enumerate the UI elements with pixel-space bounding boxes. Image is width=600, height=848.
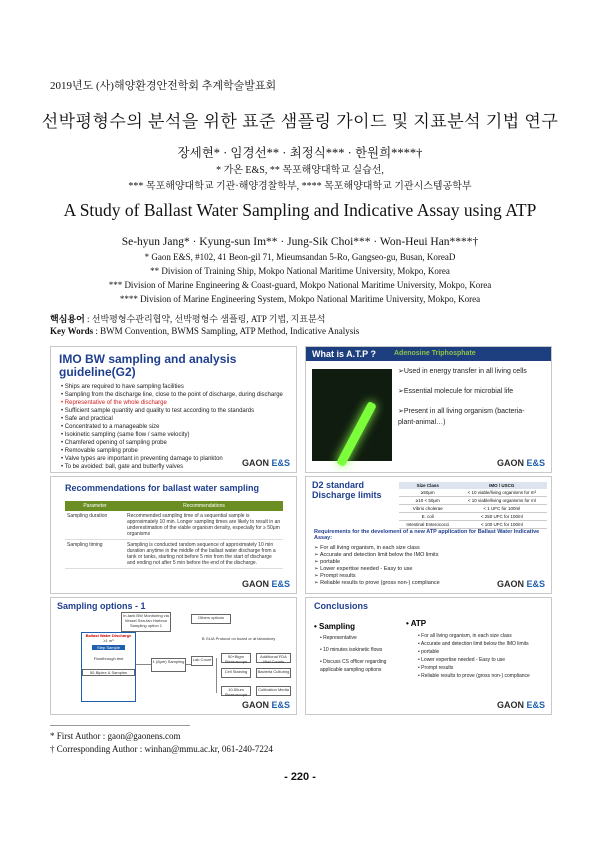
slide-title: Sampling options - 1 [57, 601, 146, 611]
flow-box-lab-1: 50+Bigm Stereoscope [221, 653, 251, 663]
flow-box-others: Others options [191, 614, 231, 624]
list-item: • Concentrated to a manageable size [61, 424, 160, 430]
flow-box-protocol: B GLIA Protocol on board or at laboratory [191, 636, 286, 644]
flow-box-discharge: Ballast Water Discharge ≥1 m³ Step Sample Flowthrough test 50-Biplex & Samples [81, 632, 136, 702]
keywords-korean-text: : 선박평형수관리협약, 선박평형수 샘플링, ATP 기법, 지표분석 [84, 314, 326, 324]
list-item: • For all living organism, in each size class [418, 633, 512, 639]
conference-name: 2019년도 (사)해양환경안전학회 추계학술발표회 [50, 80, 277, 92]
flow-box-lab-4: Bacteria Culturing [256, 668, 291, 678]
list-item: • Prompt results [418, 665, 454, 671]
table-cell: E. coli [399, 513, 457, 521]
table-cell: Intestinal Enterococci [399, 521, 457, 529]
keywords-korean [50, 312, 325, 325]
slide-title: IMO BW sampling and analysis guideline(G2) [59, 352, 237, 379]
affiliation-korean-1: * 가온 E&S, ** 목포해양대학교 실습선, [216, 165, 384, 176]
list-item: ➢Present in all living organism (bacteria- [398, 408, 525, 415]
table-cell: Sampling timing [65, 540, 125, 569]
slide-subtitle: Adenosine Triphosphate [394, 350, 476, 357]
table-row [399, 497, 547, 505]
authors-korean: 장세현* · 임경선** · 최정식*** · 한원희****† [177, 146, 423, 160]
table-header: Size Class [399, 482, 457, 489]
sampling-heading: • Sampling [314, 622, 356, 631]
title-korean: 선박평형수의 분석을 위한 표준 샘플링 가이드 및 지표분석 기법 연구 [41, 112, 559, 131]
affiliation-english-2: ** Division of Training Ship, Mokpo National Maritime University, Mokpo, Korea [150, 266, 450, 276]
slide-recommendations [50, 476, 297, 594]
affiliation-english-3: *** Division of Marine Engineering & Coast-guard, Mokpo National Maritime University, Mokpo, Korea [108, 280, 492, 290]
footnote-rule [50, 725, 190, 726]
recommendations-table [65, 501, 283, 569]
table-cell: < 250 UFC for 100ml [457, 513, 547, 521]
list-item: • To be avoided: ball, gate and butterfly valves [61, 464, 184, 470]
table-row [65, 511, 283, 540]
flow-connector [186, 664, 191, 665]
list-item: • Removable sampling probe [61, 448, 138, 454]
flow-box-top-note: In-tank BW Monitoring via Vessel Sea-fan Harbour Sampling option 1 [121, 612, 171, 632]
table-cell: Sampling duration [65, 511, 125, 540]
atp-heading: • ATP [406, 619, 427, 628]
keywords-english-label: Key Words [50, 326, 94, 336]
list-item: • 10 minutes isokinetic flows [320, 647, 383, 653]
slide-imo-guideline [50, 346, 297, 473]
glowing-tube-image [336, 401, 377, 467]
table-cell: Recommended sampling time of a sequential sample is approximately 10 min. Longer sampling times are likely to result in an underestimation of the viable organism density, especially for ≥ 50μm organisms [125, 511, 283, 540]
flow-box-lab-2: Additional FDA Vital Counts [256, 653, 291, 663]
table-cell: Vibrio cholerae [399, 505, 457, 513]
gaon-logo: GAON E&S [241, 458, 290, 468]
affiliation-english-1: * Gaon E&S, #102, 41 Beon-gil 71, Mieumsandan 5-Ro, Gangseo-gu, Busan, KoreaD [144, 252, 456, 262]
table-cell: < 10 viable/living organisms for m³ [457, 489, 547, 497]
table-cell: < 1 UFC for 100ml [457, 505, 547, 513]
table-cell: ≥50μm [399, 489, 457, 497]
table-row [399, 521, 547, 529]
slide-title: Conclusions [314, 601, 369, 611]
table-header: Recommendations [125, 501, 283, 511]
sampling-bullets [320, 634, 386, 674]
list-item: • Reliable results to prove (gross non-) compliance [418, 673, 530, 679]
list-item: • Safe and practical [61, 416, 113, 422]
gaon-logo: GAON E&S [496, 458, 545, 468]
atp-bullets [418, 632, 530, 680]
table-row [399, 489, 547, 497]
list-item: • Representative [320, 635, 357, 641]
flow-box-lab-5: 10-50um Stereoscope [221, 686, 251, 696]
list-item: ➢ Prompt results [314, 573, 356, 579]
gaon-logo: GAON E&S [496, 700, 545, 710]
list-item: ➢ Lower expertise needed - Easy to use [314, 566, 413, 572]
list-item: • Isokinetic sampling (same flow / same velocity) [61, 432, 190, 438]
table-cell: ≥10 < 50μm [399, 497, 457, 505]
list-item: • Accurate and detection limit below the IMO limits [418, 641, 529, 647]
page-number: - 220 - [284, 771, 316, 783]
list-item: • Chamfered opening of sampling probe [61, 440, 167, 446]
title-english: A Study of Ballast Water Sampling and Indicative Assay using ATP [63, 200, 537, 220]
requirements-heading: Requirements for the develoment of a new ATP application for Ballast Water Indicative Assay: [314, 529, 540, 541]
table-cell: < 100 UFC for 100ml [457, 521, 547, 529]
slide-title: D2 standard Discharge limits [312, 480, 382, 500]
table-cell: Sampling is conducted random sequence of approximately 10 min duration anytime in the middle of the ballast water discharge from a tank or tanks, starting not before 5 min from the start of discharge and ending not after 5 min before the end of the discharge. [125, 540, 283, 569]
list-item [61, 471, 283, 473]
affiliation-korean-2: *** 목포해양대학교 기관·해양경찰학부, **** 목포해양대학교 기관시스템공학부 [128, 181, 472, 192]
gaon-logo: GAON E&S [496, 579, 545, 589]
authors-english: Se-hyun Jang* · Kyung-sun Im** · Jung-Sik Choi*** · Won-Heui Han****† [121, 236, 479, 248]
bullet-list [314, 545, 440, 587]
affiliation-english-4: **** Division of Marine Engineering System, Mokpo National Maritime University, Mokpo, Korea [119, 294, 481, 304]
keywords-english [50, 326, 359, 336]
slide-conclusions [305, 597, 552, 715]
flow-box-lab-3: Cell Staining [221, 668, 251, 678]
list-item: ➢ For all living organism, in each size class [314, 545, 420, 551]
list-item: ➢Used in energy transfer in all living cells [398, 368, 527, 375]
flow-connector [216, 658, 217, 693]
gaon-logo: GAON E&S [241, 579, 290, 589]
table-header: Parameter [65, 501, 125, 511]
keywords-english-text: : BWM Convention, BWMS Sampling, ATP Method, Indicative Analysis [93, 326, 360, 336]
footnote-first-author: * First Author : gaon@gaonens.com [50, 731, 181, 741]
flow-connector [136, 664, 151, 665]
slide-d2-standard [305, 476, 552, 594]
keywords-korean-label: 핵심용어 [50, 314, 85, 324]
slide-what-is-atp [305, 346, 552, 473]
table-header: IMO / USCG [457, 482, 547, 489]
discharge-limits-table [399, 482, 547, 529]
list-item: • Discuss CS officer regarding [320, 659, 387, 665]
slide-title: What is A.T.P ? [312, 349, 377, 359]
list-item: • Sufficient sample quantity and quality to test according to the standards [61, 408, 255, 414]
flow-box-labcount: Lab Count [191, 656, 213, 666]
table-row [65, 540, 283, 569]
bullet-list [398, 367, 527, 438]
table-row [399, 505, 547, 513]
list-item: ➢ Reliable results to prove (gross non-) compliance [314, 580, 440, 586]
list-item: ➢ portable [314, 559, 341, 565]
list-item: • Representative of the whole discharge [61, 400, 167, 406]
gaon-logo: GAON E&S [241, 700, 290, 710]
slide-sampling-options [50, 597, 297, 715]
slide-title: Recommendations for ballast water sampling [65, 483, 260, 493]
list-item: ➢ Accurate and detection limit below the IMO limits [314, 552, 439, 558]
list-item: • Lower expertise needed - Easy to use [418, 657, 506, 663]
list-item: ➢Essential molecule for microbial life [398, 388, 514, 395]
table-row [399, 513, 547, 521]
list-item: • Valve types are important in preventing damage to plankton [61, 456, 223, 462]
list-item: • portable [418, 649, 440, 655]
flow-box-lab-6: Cultivation Media [256, 686, 291, 696]
list-item: • Ships are required to have sampling facilities [61, 384, 184, 390]
footnote-corresponding-author: † Corresponding Author : winhan@mmu.ac.kr, 061-240-7224 [50, 744, 273, 754]
list-item: plant-animal…) [398, 419, 446, 426]
list-item: • Sampling from the discharge line, close to the point of discharge, during discharge [61, 392, 283, 398]
table-cell: < 10 viable/living organisms for ml [457, 497, 547, 505]
atp-glow-image [312, 369, 392, 461]
list-item: applicable sampling options [320, 667, 382, 673]
flow-box-sample: 1 (8μm) Sampling [151, 658, 186, 672]
